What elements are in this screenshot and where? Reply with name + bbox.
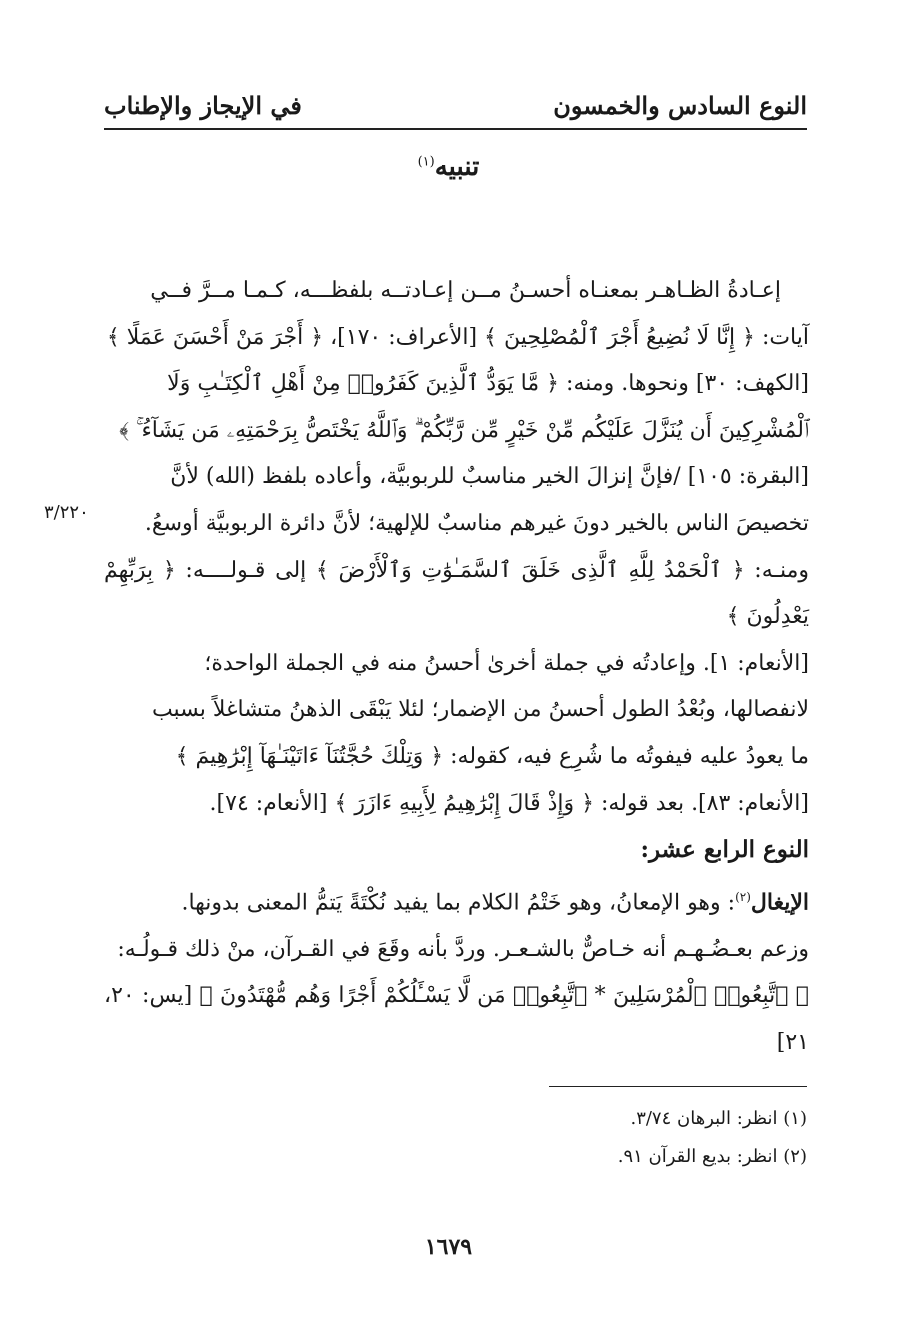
footnote-ref-2: (٢) <box>735 889 751 904</box>
paragraph-text: : وهو الإمعانُ، وهو خَتْمُ الكلام بما يفيد نُكْتَةً يَتمُّ المعنى بدونها. <box>181 890 736 916</box>
paragraph-line: ومنـه: ﴿ ٱلْحَمْدُ لِلَّهِ ٱلَّذِى خَلَقَ ٱلسَّمَـٰوَٰتِ وَٱلْأَرْضَ ﴾ إلى قـولــــه: ﴿ بِرَبِّهِمْ يَعْدِلُونَ ﴾ <box>104 557 809 630</box>
quran-verse-line: ﴿ ٱتَّبِعُوا۟ ٱلْمُرْسَلِينَ * ٱتَّبِعُوا۟ مَن لَّا يَسْـَٔلُكُمْ أَجْرًا وَهُم مُّهْتَدُونَ ﴾ [يس: ٢٠، ٢١] <box>104 983 809 1055</box>
paragraph-line: [الأنعام: ١]. وإعادتُه في جملة أخرىٰ أحسنُ منه في الجملة الواحدة؛ <box>204 650 809 676</box>
section-title <box>0 152 897 182</box>
footnote-item: (٢) انظر: بديع القرآن ٩١. <box>617 1146 807 1167</box>
paragraph-line: [الأنعام: ٨٣]. بعد قوله: ﴿ وَإِذْ قَالَ إِبْرَٰهِيمُ لِأَبِيهِ ءَازَرَ ﴾ [الأنعام: ٧٤]. <box>209 790 809 816</box>
margin-reference: ٣/٢٢٠ <box>44 502 89 523</box>
paragraph-line: آيات: ﴿ إِنَّا لَا نُضِيعُ أَجْرَ ٱلْمُصْلِحِينَ ﴾ [الأعراف: ١٧٠]، ﴿ أَجْرَ مَنْ أَحْسَنَ عَمَلًا ﴾ <box>106 324 809 350</box>
footnote-item: (١) انظر: البرهان ٣/٧٤. <box>630 1108 807 1129</box>
body-text <box>104 268 809 1066</box>
section-title-text: تنبيه <box>434 152 480 182</box>
footnote-divider <box>549 1086 807 1087</box>
quran-verse-line: ٱلْمُشْرِكِينَ أَن يُنَزَّلَ عَلَيْكُم مِّنْ خَيْرٍ مِّن رَّبِّكُمْ ۗ وَٱللَّهُ يَخْتَصُّ بِرَحْمَتِهِۦ مَن يَشَآءُ ۚ ﴾ <box>119 417 809 443</box>
header-section-title: في الإيجاز والإطناب <box>104 91 302 120</box>
paragraph-line: [الكهف: ٣٠] ونحوها. ومنه: ﴿ مَّا يَوَدُّ ٱلَّذِينَ كَفَرُوا۟ مِنْ أَهْلِ ٱلْكِتَـٰبِ وَلَا <box>167 371 809 397</box>
term-heading: الإيغال <box>750 889 809 916</box>
header-chapter-title: النوع السادس والخمسون <box>553 91 807 120</box>
footnotes <box>300 1100 807 1176</box>
paragraph-line <box>104 874 809 927</box>
subheading: النوع الرابع عشر: <box>640 836 809 864</box>
paragraph-line: تخصيصَ الناس بالخير دونَ غيرهم مناسبٌ للإلهية؛ لأنَّ دائرة الربوبيَّة أوسعُ. <box>144 510 809 536</box>
paragraph-line: [البقرة: ١٠٥] /فإنَّ إنزالَ الخير مناسبٌ للربوبيَّة، وأعاده بلفظ (الله) لأنَّ <box>170 464 809 490</box>
paragraph-line: إعـادةُ الظـاهـر بمعنـاه أحسـنُ مــن إعـادتــه بلفظـــه، كـمـا مــرَّ فــي <box>150 278 781 303</box>
paragraph-line: ما يعودُ عليه فيفوتُه ما شُرِع فيه، كقوله: ﴿ وَتِلْكَ حُجَّتُنَآ ءَاتَيْنَـٰهَآ إِبْرَٰهِيمَ ﴾ <box>175 743 809 769</box>
page-number: ١٦٧٩ <box>424 1234 473 1260</box>
paragraph-line: لانفصالها، وبُعْدُ الطول أحسنُ من الإضمار؛ لئلا يَبْقَى الذهنُ متشاغلاً بسبب <box>151 697 809 723</box>
running-header <box>104 78 807 130</box>
footnote-ref-1: (١) <box>417 154 435 170</box>
paragraph-line: وزعم بعـضُـهـم أنه خـاصٌّ بالشـعـر. وردَّ بأنه وقَعَ في القـرآن، منْ ذلك قـولُـه: <box>117 936 809 962</box>
